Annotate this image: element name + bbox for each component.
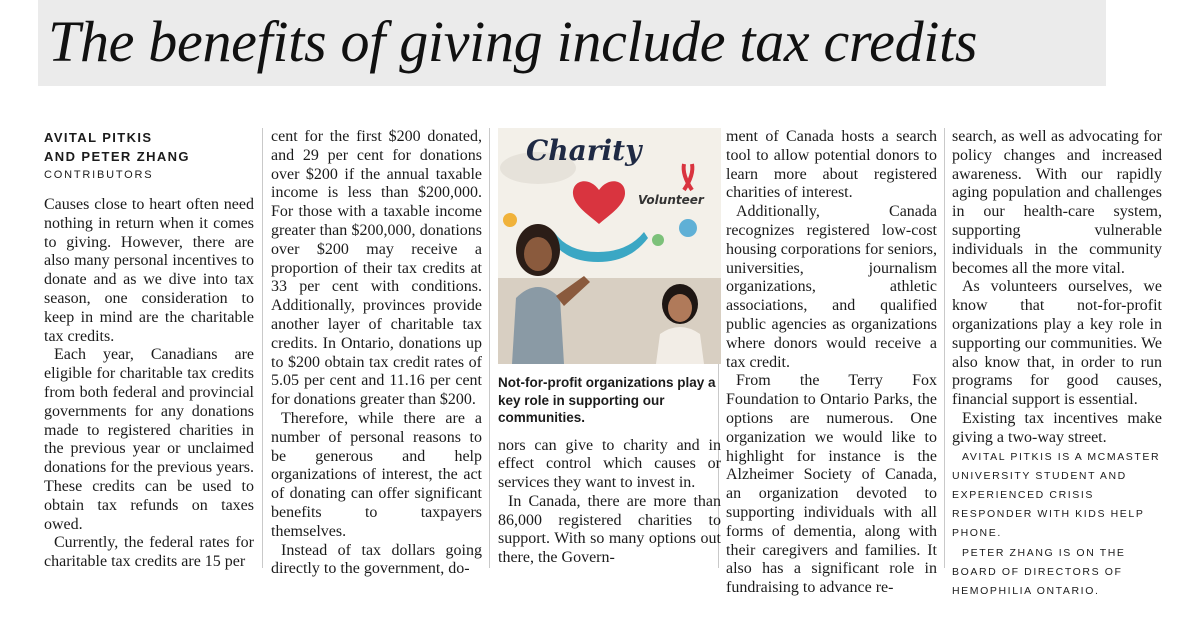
paragraph: Causes close to heart often need nothing in return when it comes to giving. However, there are also many personal incentives to donate and as we dive into tax season, one consideration to keep in mind are the charitable tax credits.: [44, 196, 254, 345]
person-figure: [656, 327, 704, 364]
author-bio: PETER ZHANG IS ON THE BOARD OF DIRECTORS OF HEMOPHILIA ONTARIO.: [952, 546, 1126, 597]
globe-icon: [679, 219, 697, 237]
article-column-1: [44, 128, 254, 572]
article-column-5: [952, 128, 1162, 601]
paragraph: Currently, the federal rates for charitable tax credits are 15 per: [44, 534, 254, 571]
paragraph: As volunteers ourselves, we know that not-for-profit organizations play a key role in supporting our communities. We also know that, in order to run programs for good causes, financial support is essential.: [952, 278, 1162, 409]
byline-authors: AVITAL PITKIS AND PETER ZHANG: [44, 130, 190, 164]
paragraph: ment of Canada hosts a search tool to allow potential donors to learn more about registered charities of interest.: [726, 128, 937, 202]
photo-caption: Not-for-profit organizations play a key role in supporting our communities.: [498, 375, 716, 425]
article-column-2: [271, 128, 482, 579]
paragraph: Therefore, while there are a number of personal reasons to be generous and help organizations of interest, the act of donating can offer significant benefits to taxpayers themselves.: [271, 409, 482, 540]
paragraph: Each year, Canadians are eligible for charitable tax credits from both federal and provincial governments for any donations made to registered charities in the previous year or unclaimed donations for the previous years. These credits can be used to obtain tax refunds on taxes owed.: [44, 346, 254, 533]
byline-role: CONTRIBUTORS: [44, 169, 154, 181]
headline: The benefits of giving include tax credits: [48, 9, 978, 74]
paragraph: nors can give to charity and in effect control which causes or services they want to invest in.: [498, 436, 721, 492]
charity-illustration: [498, 128, 721, 364]
paragraph: Existing tax incentives make giving a two-way street.: [952, 409, 1162, 446]
column-divider: [262, 128, 263, 568]
article-column-3: [498, 128, 721, 568]
doc-icon: [652, 234, 664, 246]
article-column-4: [726, 128, 937, 598]
money-icon: [503, 213, 517, 227]
paragraph: cent for the first $200 donated, and 29 per cent for donations over $200 if the annual taxable income is less than $200,000. For those with a taxable income greater than $200,000, donations over $200 may receive a proportion of their tax credits at 33 per cent with conditions. Additionally, provinces provide another layer of charitable tax credits. In Ontario, donations up to $200 obtain tax credit rates of 5.05 per cent and 11.16 per cent for donations greater than $200.: [271, 128, 482, 409]
volunteer-word: Volunteer: [638, 193, 704, 207]
paragraph: Instead of tax dollars going directly to the government, do-: [271, 541, 482, 578]
paragraph: From the Terry Fox Foundation to Ontario Parks, the options are numerous. One organization we would like to highlight for instance is the Alzheimer Society of Canada, an organization devoted to supporting individuals with all forms of dementia, along with their caregivers and families. It also has a significant role in fundraising to advance re-: [726, 372, 937, 597]
column-divider: [944, 128, 945, 568]
column-divider: [489, 128, 490, 568]
paragraph: search, as well as advocating for policy changes and increased awareness. With our rapidly aging population and challenges in our health-care system, supporting vulnerable individuals in the community becomes all the more vital.: [952, 128, 1162, 277]
paragraph: In Canada, there are more than 86,000 registered charities to support. With so many options out there, the Govern-: [498, 492, 721, 567]
paragraph: Additionally, Canada recognizes registered low-cost housing corporations for seniors, universities, journalism organizations, athletic associations, and qualified public agencies as organizations where donors would receive a tax credit.: [726, 203, 937, 371]
person-figure: [512, 287, 564, 364]
author-bio: AVITAL PITKIS IS A MCMASTER UNIVERSITY STUDENT AND EXPERIENCED CRISIS RESPONDER WITH KIDS HELP PHONE.: [952, 450, 1161, 540]
charity-photo: [498, 128, 721, 364]
charity-word: Charity: [526, 134, 642, 167]
